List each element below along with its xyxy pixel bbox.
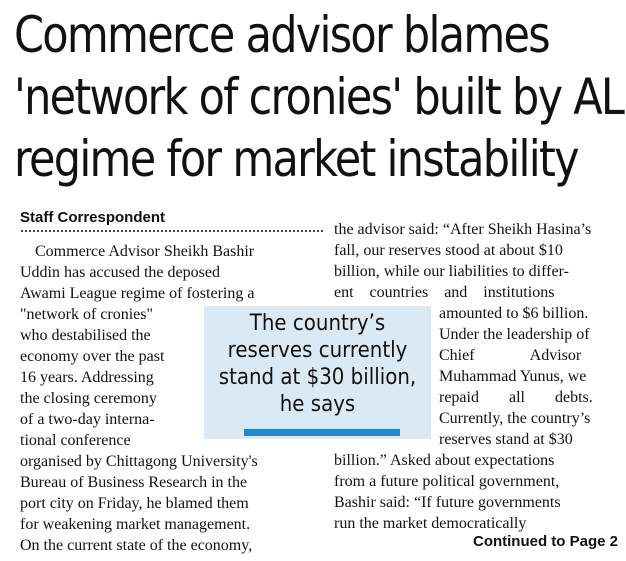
text-line: economy over the past [20,348,165,365]
byline: Staff Correspondent [20,209,166,226]
text-line: Bureau of Business Research in the [20,474,248,491]
text-line: ent countries and institutions [334,284,555,301]
text-line: reserves stand at $30 [439,431,573,448]
pull-quote-line: stand at $30 billion, [218,365,417,390]
text-line: from a future political government, [334,473,560,490]
text-line: port city on Friday, he blamed them [20,495,249,512]
text-line: Chief Advisor [439,347,582,364]
text-line: Awami League regime of fostering a [20,285,255,302]
text-line: tional conference [20,432,131,449]
headline-line: Commerce advisor blames [14,6,549,64]
pull-quote [204,306,431,439]
pull-quote-line: The country’s [249,311,386,336]
text-line: for weakening market management. [20,516,251,533]
text-line: who destabilised the [20,327,151,344]
text-line: Commerce Advisor Sheikh Bashir [35,243,255,260]
text-line: "network of cronies" [20,306,154,323]
text-line: run the market democratically [334,515,527,532]
text-line: Uddin has accused the deposed [20,264,220,281]
text-line: Under the leadership of [439,326,590,343]
pull-quote-line: reserves currently [227,338,408,363]
text-line: of a two-day interna- [20,411,155,428]
text-line: fall, our reserves stood at about $10 [334,242,563,259]
headline-line: 'network of cronies' built by AL [14,68,624,126]
text-line: the closing ceremony [20,390,157,407]
text-line: the advisor said: “After Sheikh Hasina’s [334,221,592,238]
text-line: Currently, the country’s [439,410,591,427]
pull-quote-line: he says [279,392,356,417]
pull-quote-bar [244,429,400,436]
text-line: Muhammad Yunus, we [439,368,587,385]
text-line: repaid all debts. [439,389,593,406]
text-line: Bashir said: “If future governments [334,494,561,511]
byline-divider [20,230,325,232]
continued-link[interactable]: Continued to Page 2 [472,533,618,550]
headline [14,4,624,190]
text-line: organised by Chittagong University's [20,453,258,470]
headline-line: regime for market instability [14,130,578,188]
text-line: 16 years. Addressing [20,369,154,386]
text-line: On the current state of the economy, [20,537,253,554]
text-line: billion, while our liabilities to differ- [334,263,569,280]
text-line: billion.” Asked about expectations [334,452,555,469]
text-line: amounted to $6 billion. [439,305,589,322]
